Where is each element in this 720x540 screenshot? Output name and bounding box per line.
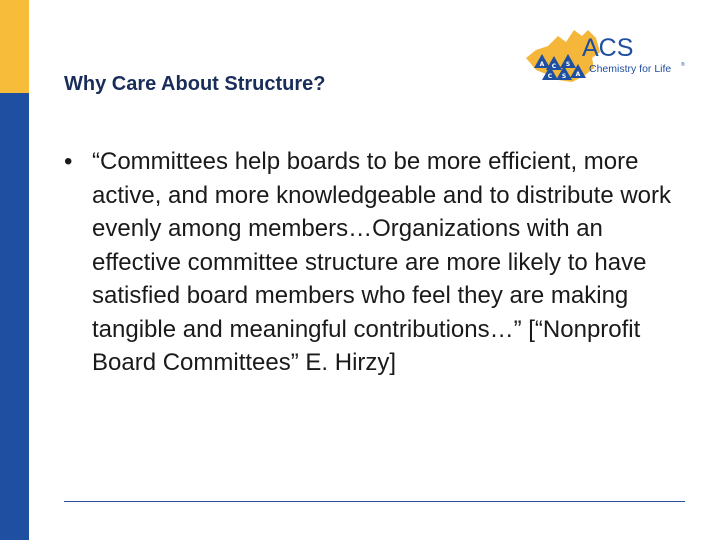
bullet-list bbox=[64, 145, 694, 380]
bullet-marker: • bbox=[64, 148, 73, 175]
logo-tile-letter: S bbox=[565, 61, 571, 68]
acs-logo bbox=[522, 22, 692, 94]
footer-divider bbox=[64, 501, 685, 502]
logo-tile-letter: C bbox=[551, 63, 557, 70]
logo-tagline: Chemistry for Life bbox=[589, 63, 672, 75]
slide-title: Why Care About Structure? bbox=[64, 73, 326, 95]
logo-tile-letter: S bbox=[561, 73, 567, 80]
logo-tile-letter: A bbox=[539, 61, 545, 68]
accent-bar-blue bbox=[0, 93, 29, 540]
logo-registered-mark: ® bbox=[681, 62, 685, 68]
logo-tile-letter: A bbox=[575, 71, 581, 78]
accent-bar-yellow bbox=[0, 0, 29, 93]
bullet-text: “Committees help boards to be more efficient, more active, and more knowledgeable and to distribute work evenly among members…Organizations with an effective committee structure are more likely to have satisfied board members who feel they are making tangible and meaningful contributions…” [“Nonprofit Board Committees” E. Hirzy] bbox=[92, 148, 671, 376]
bullet-item bbox=[64, 145, 694, 380]
logo-wordmark: ACS bbox=[582, 34, 634, 62]
logo-tile-letter: C bbox=[547, 73, 553, 80]
